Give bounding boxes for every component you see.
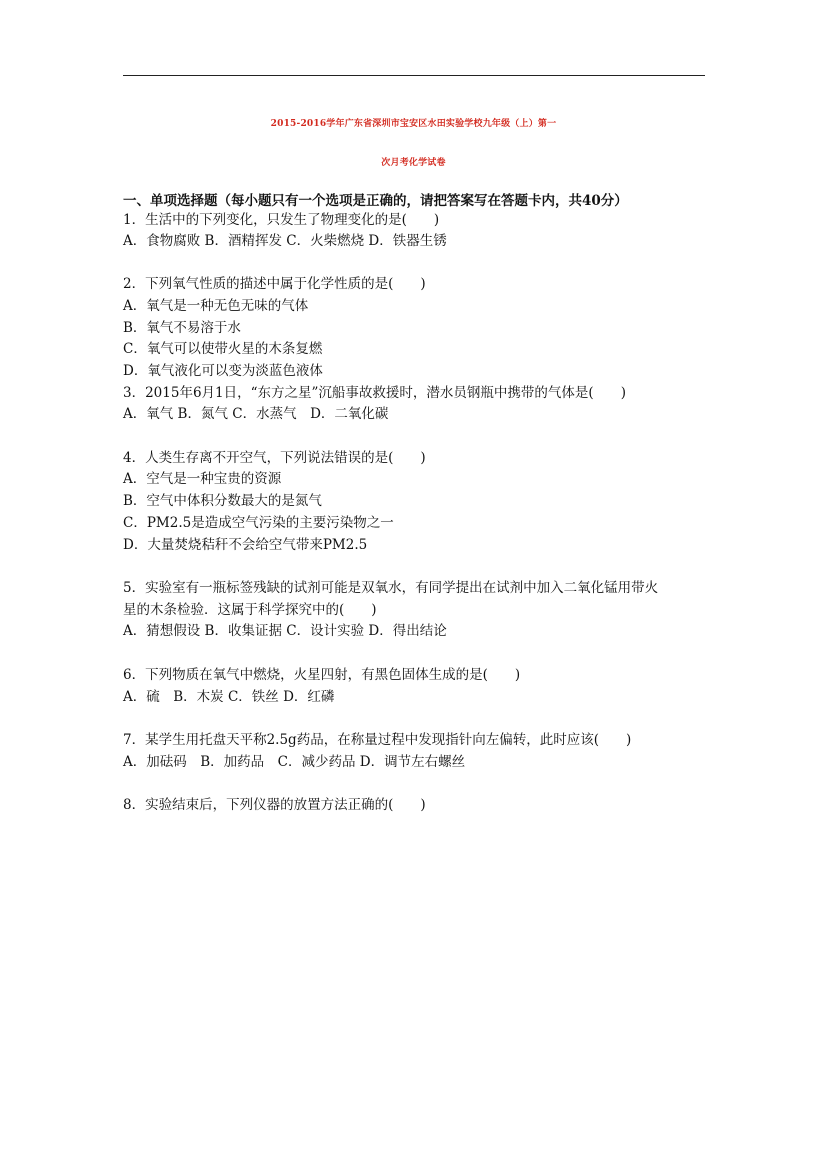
question-5-options: A．猜想假设 B．收集证据 C．设计实验 D．得出结论	[123, 623, 447, 639]
section-heading: 一、单项选择题（每小题只有一个选项是正确的，请把答案写在答题卡内，共40分）	[123, 193, 628, 209]
question-6-stem: 6．下列物质在氧气中燃烧，火星四射，有黑色固体生成的是( )	[123, 667, 521, 683]
question-7-options: A．加砝码 B．加药品 C．减少药品 D．调节左右螺丝	[123, 754, 466, 770]
question-4-option-b: B．空气中体积分数最大的是氮气	[123, 493, 322, 509]
question-4-stem: 4．人类生存离不开空气，下列说法错误的是( )	[123, 450, 426, 466]
question-4-option-d: D．大量焚烧秸秆不会给空气带来PM2.5	[123, 537, 368, 553]
question-5-stem-line-1: 5．实验室有一瓶标签残缺的试剂可能是双氧水，有同学提出在试剂中加入二氧化锰用带火	[123, 580, 659, 596]
question-2-option-b: B．氧气不易溶于水	[123, 320, 241, 336]
question-1-options: A．食物腐败 B．酒精挥发 C．火柴燃烧 D．铁器生锈	[123, 233, 447, 249]
question-2-option-d: D．氧气液化可以变为淡蓝色液体	[123, 363, 323, 379]
question-4-option-a: A．空气是一种宝贵的资源	[123, 471, 282, 487]
question-2-stem: 2．下列氧气性质的描述中属于化学性质的是( )	[123, 276, 426, 292]
question-6-options: A．硫 B．木炭 C．铁丝 D．红磷	[123, 689, 335, 705]
question-1-stem: 1．生活中的下列变化，只发生了物理变化的是( )	[123, 212, 440, 228]
question-3-options: A．氧气 B．氮气 C．水蒸气 D．二氧化碳	[123, 406, 389, 422]
question-4-option-c: C．PM2.5是造成空气污染的主要污染物之一	[123, 515, 394, 531]
question-5-stem-line-2: 星的木条检验．这属于科学探究中的( )	[123, 602, 377, 618]
exam-title-line-1: 2015-2016学年广东省深圳市宝安区水田实验学校九年级（上）第一	[270, 119, 557, 129]
exam-title-line-2: 次月考化学试卷	[381, 158, 446, 168]
header-rule	[123, 75, 705, 76]
question-7-stem: 7．某学生用托盘天平称2.5g药品，在称量过程中发现指针向左偏转，此时应该( )	[123, 732, 632, 748]
question-2-option-c: C．氧气可以使带火星的木条复燃	[123, 341, 323, 357]
question-2-option-a: A．氧气是一种无色无味的气体	[123, 298, 309, 314]
question-3-stem: 3．2015年6月1日，“东方之星”沉船事故救援时，潜水员钢瓶中携带的气体是( )	[123, 385, 626, 401]
question-8-stem: 8．实验结束后，下列仪器的放置方法正确的( )	[123, 797, 426, 813]
